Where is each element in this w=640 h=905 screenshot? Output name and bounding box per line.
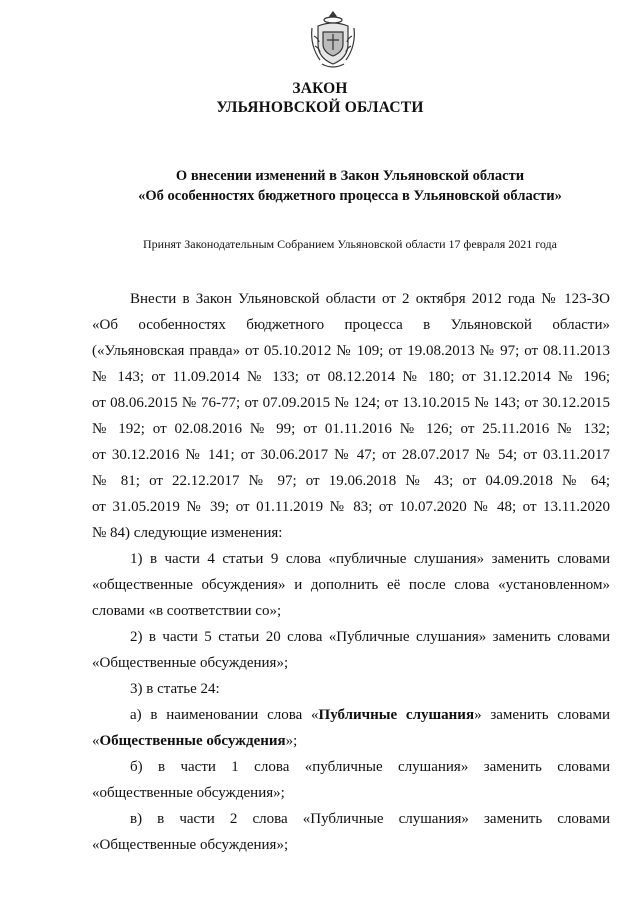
item-1-line: словами «в соответствии со»; — [92, 603, 282, 619]
item-1-line: «общественные обсуждения» и дополнить её после слова «установленном» — [92, 577, 610, 593]
item-2-line: «Общественные обсуждения»; — [92, 655, 289, 671]
document-title-line-1: ЗАКОН — [292, 80, 348, 97]
intro-line: от 30.12.2016 № 141; от 30.06.2017 № 47; от 28.07.2017 № 54; от 03.11.2017 — [92, 447, 610, 463]
item-3c-line: «Общественные обсуждения»; — [92, 837, 289, 853]
item-1-line: 1) в части 4 статьи 9 слова «публичные слушания» заменить словами — [130, 551, 610, 567]
document-subtitle-line-1: О внесении изменений в Закон Ульяновской области — [175, 168, 525, 184]
bold-term: Публичные слушания — [318, 707, 475, 723]
item-3b-line: б) в части 1 слова «публичные слушания» заменить словами — [130, 759, 610, 775]
item-3a-line-2: «Общественные обсуждения»; — [92, 733, 298, 749]
intro-line: («Ульяновская правда» от 05.10.2012 № 109; от 19.08.2013 № 97; от 08.11.2013 — [92, 343, 610, 359]
intro-line: Внести в Закон Ульяновской области от 2 октября 2012 года № 123-ЗО — [130, 291, 610, 307]
item-3c-line: в) в части 2 слова «Публичные слушания» заменить словами — [130, 811, 610, 827]
item-3a-line-1: а) в наименовании слова «Публичные слушания» заменить словами — [130, 707, 611, 723]
adoption-note: Принят Законодательным Собранием Ульяновской области 17 февраля 2021 года — [143, 237, 557, 251]
intro-line: № 84) следующие изменения: — [92, 525, 283, 541]
item-2-line: 2) в части 5 статьи 20 слова «Публичные слушания» заменить словами — [130, 629, 610, 645]
intro-line: № 81; от 22.12.2017 № 97; от 19.06.2018 № 43; от 04.09.2018 № 64; — [92, 473, 610, 489]
coat-of-arms-emblem — [308, 8, 358, 70]
intro-line: № 192; от 02.08.2016 № 99; от 01.11.2016 № 126; от 25.11.2016 № 132; — [92, 421, 610, 437]
intro-line: «Об особенностях бюджетного процесса в Ульяновской области» — [92, 317, 610, 333]
item-3-heading: 3) в статье 24: — [130, 681, 220, 697]
intro-line: № 143; от 11.09.2014 № 133; от 08.12.2014 № 180; от 31.12.2014 № 196; — [92, 369, 610, 385]
bold-term: Общественные обсуждения — [99, 733, 286, 749]
intro-line: от 31.05.2019 № 39; от 01.11.2019 № 83; от 10.07.2020 № 48; от 13.11.2020 — [92, 499, 610, 515]
intro-line: от 08.06.2015 № 76-77; от 07.09.2015 № 124; от 13.10.2015 № 143; от 30.12.2015 — [92, 395, 610, 411]
document-subtitle-line-2: «Об особенностях бюджетного процесса в Ульяновской области» — [138, 188, 562, 204]
item-3b-line: «общественные обсуждения»; — [92, 785, 285, 801]
document-title-line-2: УЛЬЯНОВСКОЙ ОБЛАСТИ — [216, 99, 424, 116]
